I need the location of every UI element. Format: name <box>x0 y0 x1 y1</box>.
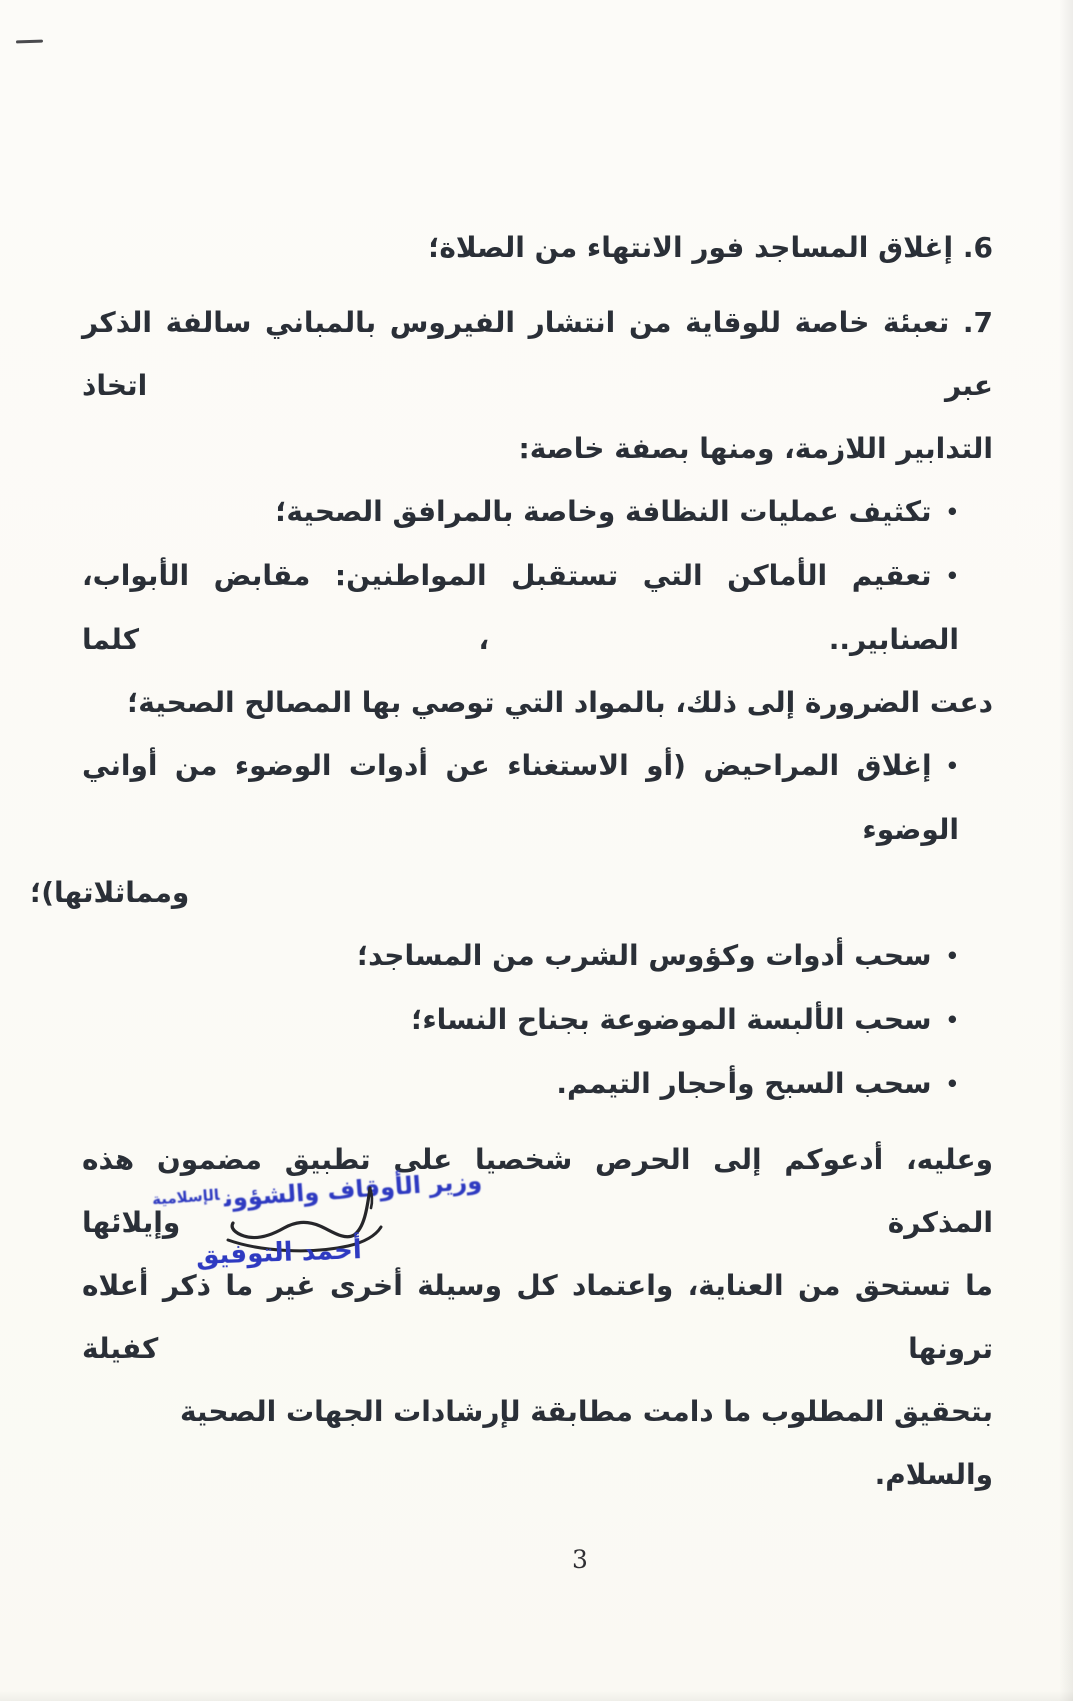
bullet-text: تعقيم الأماكن التي تستقبل المواطنين: مقابض الأبواب، الصنابير.. ، كلما <box>82 559 959 656</box>
corner-dash-mark <box>16 40 43 44</box>
page-number: 3 <box>572 1545 588 1574</box>
stamp-title-main: وزير الأوقاف والشؤون <box>222 1166 483 1213</box>
bullet-item-clothing <box>82 988 993 1052</box>
closing-paragraph-line-1: وعليه، أدعوكم إلى الحرص شخصيا على تطبيق مضمون هذه المذكرة وإيلائها <box>82 1143 993 1239</box>
bullet-item-drinking-utensils <box>82 924 993 988</box>
numbered-item-7-line-1: 7. تعبئة خاصة للوقاية من انتشار الفيروس بالمباني سالفة الذكر عبر اتخاذ <box>82 306 993 402</box>
bullet-item-cleaning <box>82 480 993 544</box>
bullet-item-disinfection-line-1 <box>82 544 993 671</box>
stamp-title-small: الإسلامية <box>151 1185 220 1209</box>
bullet-item-toilets-line-2: ومماثلاتها)؛ <box>30 876 190 909</box>
bullet-item-toilets-line-1 <box>82 734 993 861</box>
bullet-item-disinfection-line-2: دعت الضرورة إلى ذلك، بالمواد التي توصي بها المصالح الصحية؛ <box>127 686 993 719</box>
scan-edge-shadow-bottom <box>0 1691 1073 1701</box>
bullet-text: سحب السبح وأحجار التيمم. <box>556 1067 932 1100</box>
bullet-icon: • <box>945 754 959 778</box>
bullet-icon: • <box>945 564 959 588</box>
scan-edge-shadow-right <box>1059 0 1073 1701</box>
numbered-item-6: 6. إغلاق المساجد فور الانتهاء من الصلاة؛ <box>428 231 993 264</box>
closing-paragraph-line-2: ما تستحق من العناية، واعتماد كل وسيلة أخرى غير ما ذكر أعلاه ترونها كفيلة <box>82 1269 993 1365</box>
bullet-icon: • <box>945 1072 959 1096</box>
bullet-item-prayer-beads <box>82 1052 993 1116</box>
bullet-text: سحب أدوات وكؤوس الشرب من المساجد؛ <box>356 939 932 972</box>
bullet-icon: • <box>945 1008 959 1032</box>
numbered-item-7-line-2: التدابير اللازمة، ومنها بصفة خاصة: <box>518 432 993 465</box>
signature-block <box>151 1166 490 1302</box>
bullet-text: إغلاق المراحيض (أو الاستغناء عن أدوات الوضوء من أواني الوضوء <box>82 749 959 846</box>
bullet-text: سحب الألبسة الموضوعة بجناح النساء؛ <box>411 1003 932 1036</box>
bullet-icon: • <box>945 944 959 968</box>
signatory-name: أحمد التوفيق <box>195 1235 363 1271</box>
closing-paragraph-line-3: بتحقيق المطلوب ما دامت مطابقة لإرشادات الجهات الصحية والسلام. <box>179 1395 993 1491</box>
bullet-text: تكثيف عمليات النظافة وخاصة بالمرافق الصحية؛ <box>275 495 932 528</box>
bullet-icon: • <box>945 500 959 524</box>
